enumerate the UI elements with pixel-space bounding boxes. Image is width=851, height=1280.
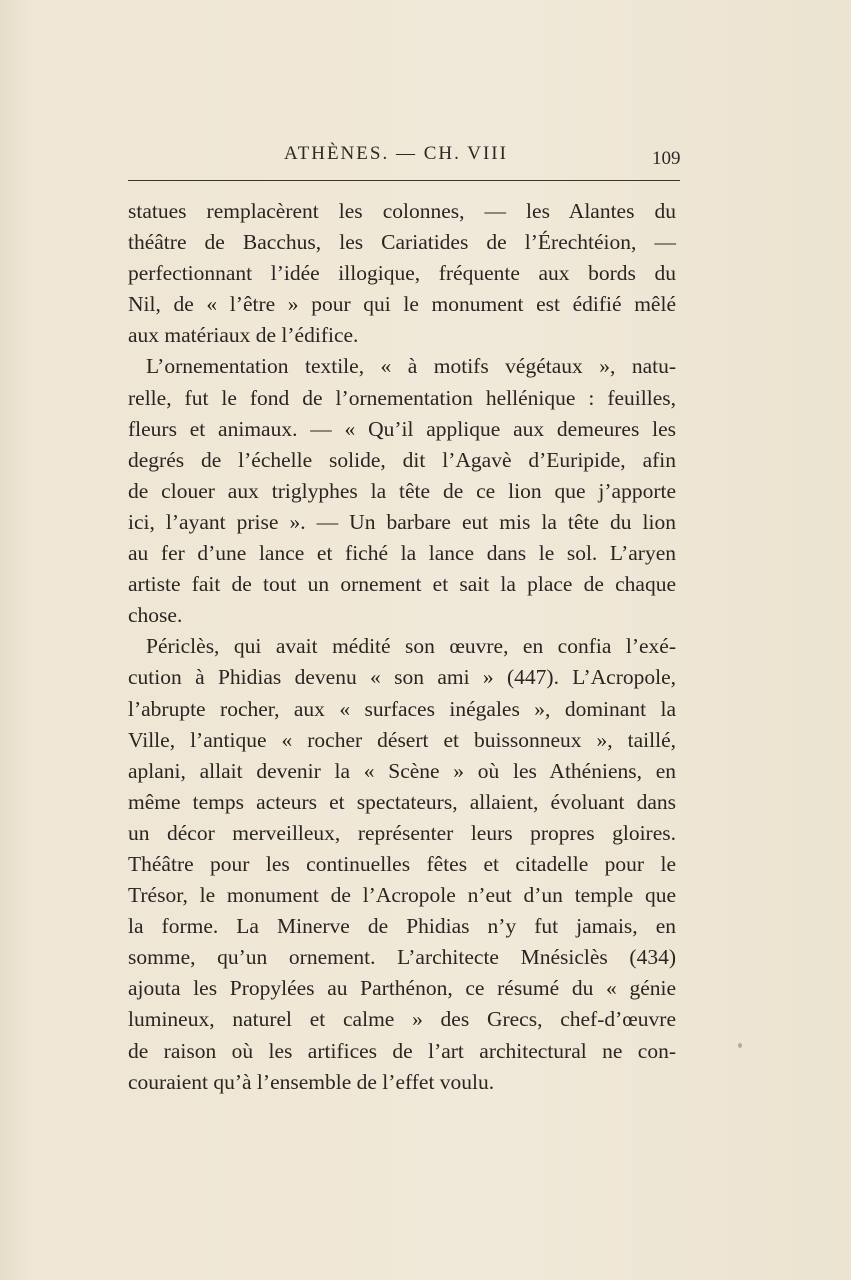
text-line: L’ornementation textile, « à motifs végétaux », natu- [146,354,676,379]
text-line: Théâtre pour les continuelles fêtes et citadelle pour le [128,851,676,876]
text-line: l’abrupte rocher, aux « surfaces inégales », dominant la [128,696,676,721]
text-line: au fer d’une lance et fiché la lance dans le sol. L’aryen [128,541,676,566]
text-line: la forme. La Minerve de Phidias n’y fut jamais, en [128,914,676,939]
text-line: perfectionnant l’idée illogique, fréquente aux bords du [128,261,676,286]
text-line: chose. [128,603,183,628]
text-line: Trésor, le monument de l’Acropole n’eut d’un temple que [128,883,676,908]
paragraph [128,351,676,631]
text-line: Périclès, qui avait médité son œuvre, en confia l’exé- [146,634,676,659]
text-line: de raison où les artifices de l’art architectural ne con- [128,1038,676,1063]
text-line: somme, qu’un ornement. L’architecte Mnésiclès (434) [128,945,676,970]
text-line: un décor merveilleux, représenter leurs propres gloires. [128,820,676,845]
text-line: Nil, de « l’être » pour qui le monument est édifié mêlé [128,292,676,317]
text-line: aux matériaux de l’édifice. [128,323,359,348]
text-line: fleurs et animaux. — « Qu’il applique aux demeures les [128,416,676,441]
text-line: ajouta les Propylées au Parthénon, ce résumé du « génie [128,976,676,1001]
text-line: degrés de l’échelle solide, dit l’Agavè d’Euripide, afin [128,447,676,472]
text-line: couraient qu’à l’ensemble de l’effet voulu. [128,1069,495,1094]
paper-speck [738,1043,742,1048]
text-line: théâtre de Bacchus, les Cariatides de l’Érechtéion, — [128,230,676,255]
text-line: de clouer aux triglyphes la tête de ce lion que j’apporte [128,478,676,503]
running-head: ATHÈNES. — CH. VIII [284,143,508,164]
text-line: statues remplacèrent les colonnes, — les Alantes du [128,199,676,223]
text-line: aplani, allait devenir la « Scène » où les Athéniens, en [128,758,676,783]
paragraph [128,631,676,1097]
page-number: 109 [652,148,681,169]
header-rule [128,180,680,181]
text-line: artiste fait de tout un ornement et sait la place de chaque [128,572,676,597]
text-line: Ville, l’antique « rocher désert et buissonneux », taillé, [128,727,676,752]
body-text [128,196,676,1098]
text-line: cution à Phidias devenu « son ami » (447). L’Acropole, [128,665,676,690]
text-line: relle, fut le fond de l’ornementation hellénique : feuilles, [128,385,676,410]
paragraph [128,196,676,351]
text-line: lumineux, naturel et calme » des Grecs, chef-d’œuvre [128,1007,676,1032]
text-line: même temps acteurs et spectateurs, allaient, évoluant dans [128,789,676,814]
text-line: ici, l’ayant prise ». — Un barbare eut mis la tête du lion [128,509,676,534]
